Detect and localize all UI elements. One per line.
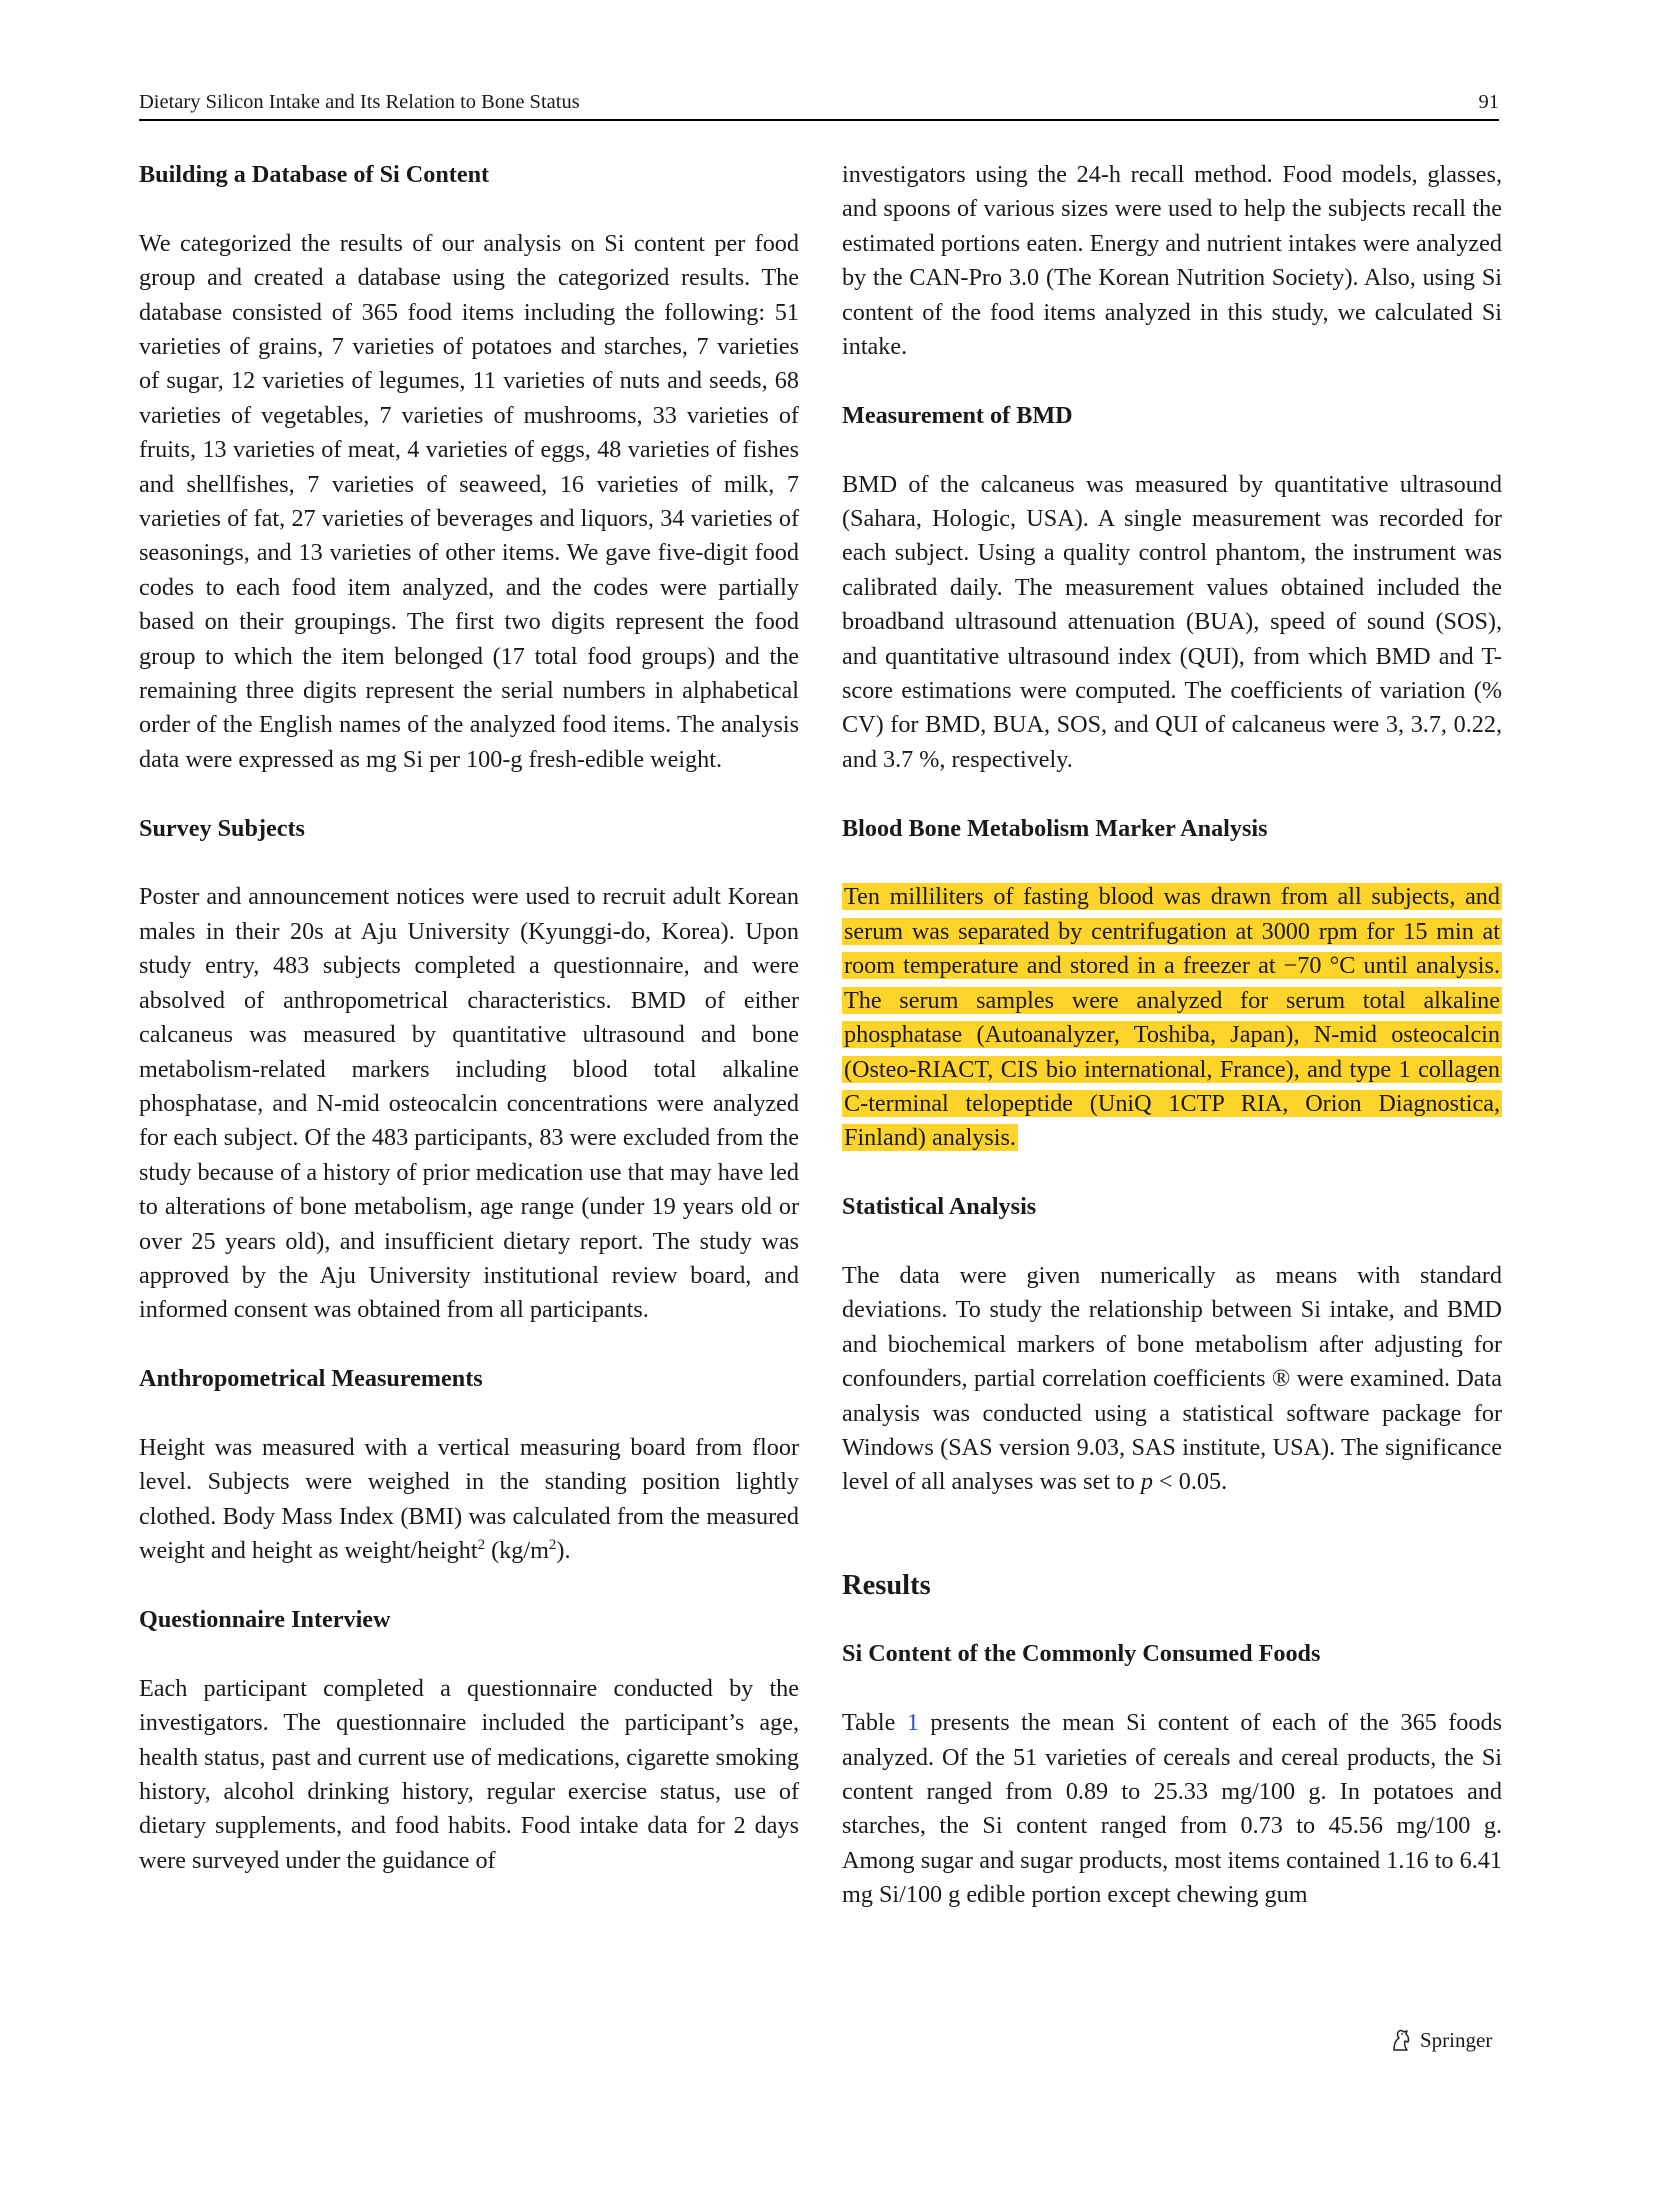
section-heading-bmd: Measurement of BMD bbox=[842, 401, 1073, 429]
left-column bbox=[139, 158, 799, 1878]
paragraph-statistical: The data were given numerically as means with standard deviations. To study the relationship between Si intake, and BMD and biochemical markers of bone metabolism after adjusting for confounders, partial correlation coefficients ® were examined. Data analysis was conducted using a statistical software package for Windows (SAS version 9.03, SAS institute, USA). The significance level of all analyses was set to p < 0.05. bbox=[842, 1261, 1502, 1496]
paragraph-questionnaire: Each participant completed a questionnaire conducted by the investigators. The questionnaire included the participant’s age, health status, past and current use of medications, cigarette smoking history, alcohol drinking history, regular exercise status, use of dietary supplements, and food habits. Food intake data for 2 days were surveyed under the guidance of bbox=[139, 1674, 799, 1874]
section-heading-results: Results bbox=[842, 1569, 931, 1601]
paragraph-bmd: BMD of the calcaneus was measured by quantitative ultrasound (Sahara, Hologic, USA). A single measurement was recorded for each subject. Using a quality control phantom, the instrument was calibrated daily. The measurement values obtained included the broadband ultrasound attenuation (BUA), speed of sound (SOS), and quantitative ultrasound index (QUI), from which BMD and T-score estimations were computed. The coefficients of variation (% CV) for BMD, BUA, SOS, and QUI of calcaneus were 3, 3.7, 0.22, and 3.7 %, respectively. bbox=[842, 470, 1502, 773]
section-heading-database: Building a Database of Si Content bbox=[139, 161, 490, 188]
right-column bbox=[842, 158, 1502, 1913]
section-heading-blood-markers: Blood Bone Metabolism Marker Analysis bbox=[842, 814, 1268, 842]
paragraph-database: We categorized the results of our analysis on Si content per food group and created a database using the categorized results. The database consisted of 365 food items including the following: 51 varieties of grains, 7 varieties of potatoes and starches, 7 varieties of sugar, 12 varieties of legumes, 11 varieties of nuts and seeds, 68 varieties of vegetables, 7 varieties of mushrooms, 33 varieties of fruits, 13 varieties of meat, 4 varieties of eggs, 48 varieties of fishes and shellfishes, 7 varieties of seaweed, 16 varieties of milk, 7 varieties of fat, 27 varieties of beverages and liquors, 34 varieties of seasonings, and 13 varieties of other items. We gave five-digit food codes to each food item analyzed, and the codes were partially based on their groupings. The first two digits represent the food group to which the item belonged (17 total food groups) and the remaining three digits represent the serial numbers in alphabetical order of the English names of the analyzed food items. The analysis data were expressed as mg Si per 100-g fresh-edible weight. bbox=[139, 229, 799, 773]
highlighted-text[interactable]: Ten milliliters of fasting blood was drawn from all subjects, and serum was separated by centrifugation at 3000 rpm for 15 min at room temperature and stored in a freezer at −70 °C until analysis. The serum samples were analyzed for serum total alkaline phosphatase (Autoanalyzer, Toshiba, Japan), N-mid osteocalcin (Osteo-RIACT, CIS bio international, France), and type 1 collagen C-terminal telopeptide (UniQ 1CTP RIA, Orion Diagnostica, Finland) analysis. bbox=[844, 883, 1500, 1152]
section-heading-statistical: Statistical Analysis bbox=[842, 1193, 1037, 1221]
section-heading-anthropometrical: Anthropometrical Measurements bbox=[139, 1365, 483, 1393]
section-heading-survey-subjects: Survey Subjects bbox=[139, 814, 305, 842]
section-heading-questionnaire: Questionnaire Interview bbox=[139, 1605, 391, 1633]
publisher-logo bbox=[1388, 2027, 1492, 2053]
paragraph-si-content: Table 1 presents the mean Si content of each of the 365 foods analyzed. Of the 51 varieties of cereals and cereal products, the Si content ranged from 0.89 to 25.33 mg/100 g. In potatoes and starches, the Si content ranged from 0.73 to 45.56 mg/100 g. Among sugar and sugar products, most items contained 1.16 to 6.41 mg Si/100 g edible portion except chewing gum bbox=[842, 1709, 1502, 1909]
running-title: Dietary Silicon Intake and Its Relation to Bone Status bbox=[139, 91, 580, 113]
publisher-name: Springer bbox=[1420, 2027, 1493, 2052]
springer-horse-icon bbox=[1388, 2027, 1414, 2053]
section-heading-si-content: Si Content of the Commonly Consumed Foods bbox=[842, 1640, 1321, 1668]
running-header bbox=[139, 88, 1499, 121]
paragraph-anthropometrical: Height was measured with a vertical measuring board from floor level. Subjects were weighed in the standing position lightly clothed. Body Mass Index (BMI) was calculated from the measured weight and height as weight/height$^2$ $(kg/m^2)$. bbox=[139, 1433, 799, 1565]
paragraph-questionnaire-continued: investigators using the 24-h recall method. Food models, glasses, and spoons of various sizes were used to help the subjects recall the estimated portions eaten. Energy and nutrient intakes were analyzed by the CAN-Pro 3.0 (The Korean Nutrition Society). Also, using Si content of the food items analyzed in this study, we calculated Si intake. bbox=[842, 161, 1502, 361]
table-reference-link[interactable]: 1 bbox=[906, 1709, 919, 1737]
paragraph-survey-subjects: Poster and announcement notices were used to recruit adult Korean males in their 20s at Aju University (Kyunggi-do, Korea). Upon study entry, 483 subjects completed a questionnaire, and were absolved of anthropometrical characteristics. BMD of either calcaneus was measured by quantitative ultrasound and bone metabolism-related markers including blood total alkaline phosphatase, and N-mid osteocalcin concentrations were analyzed for each subject. Of the 483 participants, 83 were excluded from the study because of a history of prior medication use that may have led to alterations of bone metabolism, age range (under 19 years old or over 25 years old), and insufficient dietary report. The study was approved by the Aju University institutional review board, and informed consent was obtained from all participants. bbox=[139, 883, 799, 1324]
page-number: 91 bbox=[1478, 91, 1499, 113]
paragraph-blood-markers bbox=[842, 880, 1502, 1155]
